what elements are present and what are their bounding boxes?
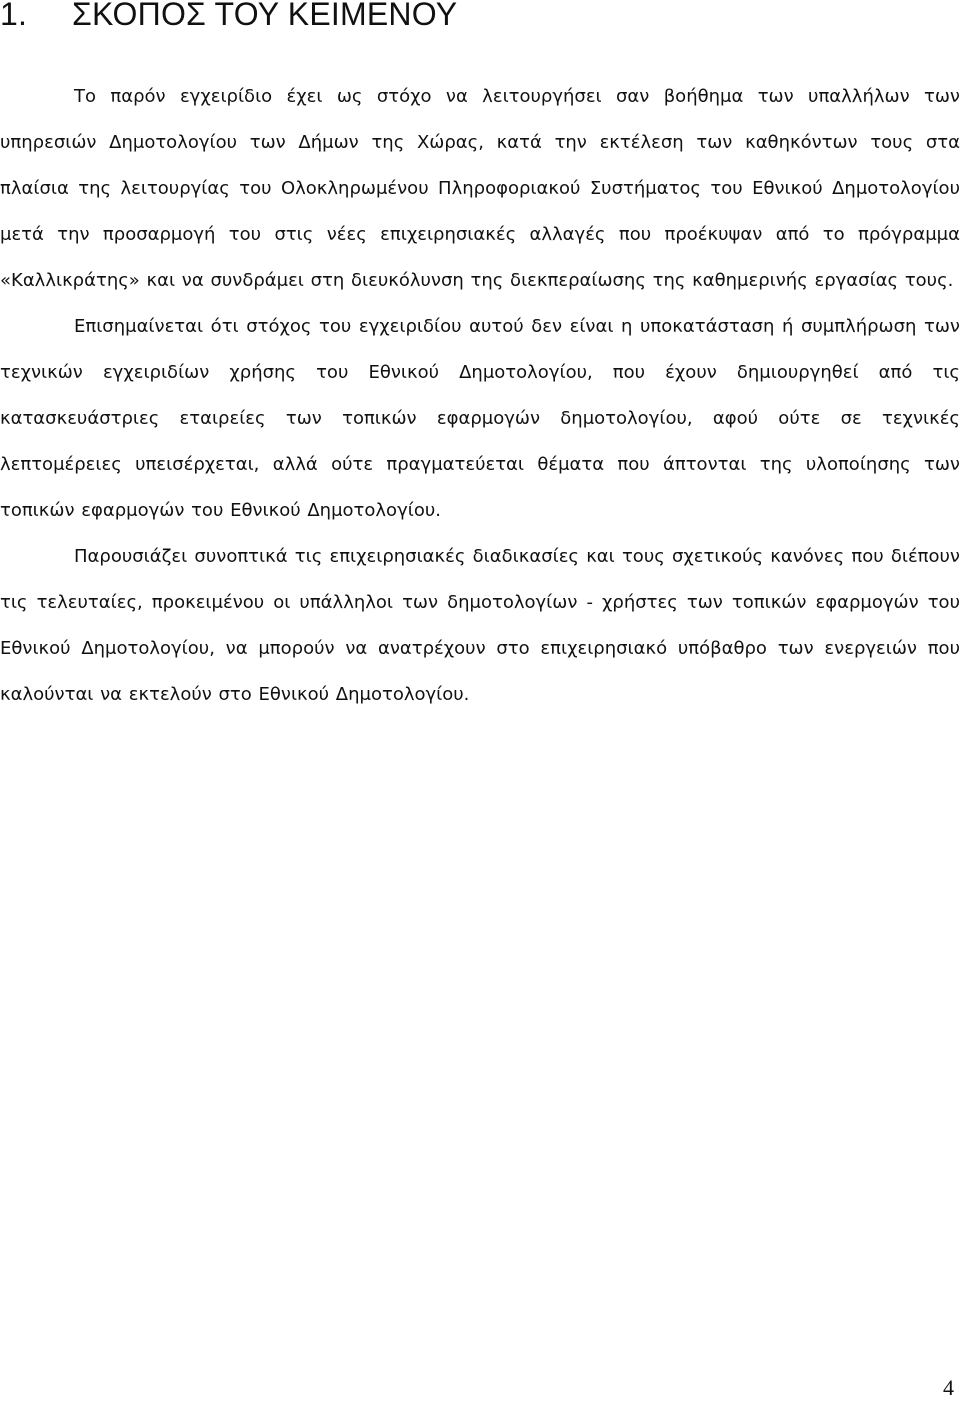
- document-body: [0, 74, 960, 718]
- paragraph-purpose: Το παρόν εγχειρίδιο έχει ως στόχο να λειτουργήσει σαν βοήθημα των υπαλλήλων των υπηρεσιών Δημοτολογίου των Δήμων της Χώρας, κατά την εκτέλεση των καθηκόντων τους στα πλαίσια της λειτουργίας του Ολοκληρωμένου Πληροφοριακού Συστήματος του Εθνικού Δημοτολογίου μετά την προσαρμογή του στις νέες επιχειρησιακές αλλαγές που προέκυψαν από το πρόγραμμα «Καλλικράτης» και να συνδράμει στη διευκόλυνση της διεκπεραίωσης της καθημερινής εργασίας τους.: [0, 86, 960, 291]
- page-number: 4: [943, 1375, 954, 1400]
- paragraph-scope-note: Επισημαίνεται ότι στόχος του εγχειριδίου αυτού δεν είναι η υποκατάσταση ή συμπλήρωση των τεχνικών εγχειριδίων χρήσης του Εθνικού Δημοτολογίου, που έχουν δημιουργηθεί από τις κατασκευάστριες εταιρείες των τοπικών εφαρμογών δημοτολογίου, αφού ούτε σε τεχνικές λεπτομέρειες υπεισέρχεται, αλλά ούτε πραγματεύεται θέματα που άπτονται της υλοποίησης των τοπικών εφαρμογών του Εθνικού Δημοτολογίου.: [0, 316, 960, 521]
- section-heading: [0, 0, 457, 34]
- paragraph-summary: Παρουσιάζει συνοπτικά τις επιχειρησιακές διαδικασίες και τους σχετικούς κανόνες που διέπουν τις τελευταίες, προκειμένου οι υπάλληλοι των δημοτολογίων - χρήστες των τοπικών εφαρμογών του Εθνικού Δημοτολογίου, να μπορούν να ανατρέχουν στο επιχειρησιακό υπόβαθρο των ενεργειών που καλούνται να εκτελούν στο Εθνικού Δημοτολογίου.: [0, 546, 960, 705]
- section-title: ΣΚΟΠΟΣ ΤΟΥ ΚΕΙΜΕΝΟΥ: [72, 0, 458, 32]
- section-number: 1.: [0, 0, 28, 32]
